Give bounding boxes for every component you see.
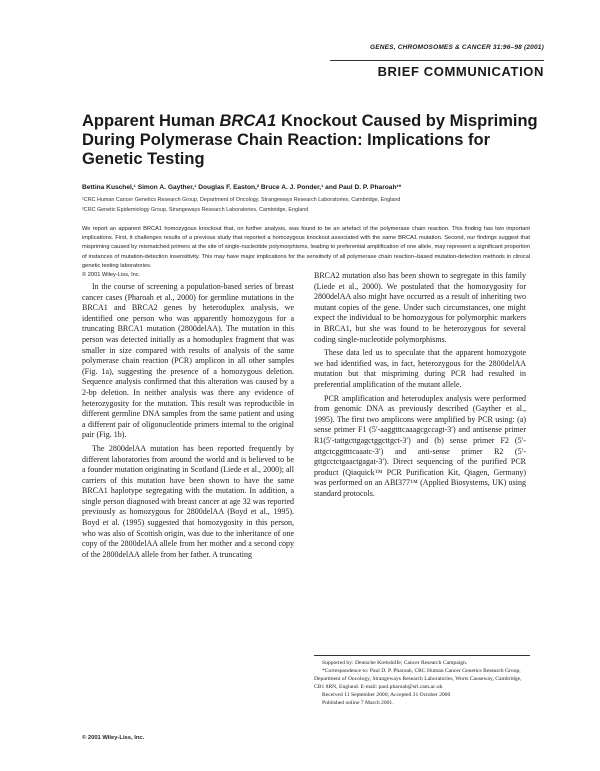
- title-gene: BRCA1: [219, 112, 277, 130]
- author-list: Bettina Kuschel,¹ Simon A. Gayther,¹ Douglas F. Easton,² Bruce A. J. Ponder,¹ and Paul D. P. Pharoah¹*: [82, 184, 402, 191]
- title-part-2: Knockout Caused by Mispriming During Polymerase Chain Reaction: Implications for Genetic Testing: [82, 112, 538, 168]
- paragraph: The 2800delAA mutation has been reported frequently by different laboratories from around the world and is believed to be a founder mutation originating in Scotland (Liede et al., 2000); all carriers of this mutation have been shown to have the same BRCA1 haplotype segregating with the mutation. In addition, a single person diagnosed with breast cancer at age 32 was reported previously as homozygous for 2800delAA (Boyd et al., 1995). Boyd et al. (1995) suggested that homozygosity in this person, who was also of Scottish origin, was due to the inheritance of one copy of the 2800delAA allele from her mother and a second copy of the 2800delAA allele from her father. A truncating: [82, 443, 294, 559]
- body-column-left: [82, 282, 294, 560]
- paragraph: In the course of screening a population-based series of breast cancer cases (Pharoah et al., 2000) for germline mutations in the BRCA1 and BRCA2 genes by heteroduplex analysis, we identified one person who was apparently homozygous for a truncating BRCA1 mutation (2800delAA). The mutation in this person was detected initially as a homoduplex fragment that was smaller in size compared with results of analysis of the same polymerase chain reaction (PCR) amplicon in all other samples (Fig. 1a), suggesting the presence of a homozygous deletion. Sequence analysis confirmed that this alteration was caused by a 2-bp deletion. In neither analysis was there any evidence of heterozygosity for the mutation. This result was reproducible in different germline DNA samples from the same patient and using a different pair of oligonucleotide primers internal to the original pair (Fig. 1b).: [82, 282, 294, 440]
- paragraph: PCR amplification and heteroduplex analysis were performed from genomic DNA as previously described (Gayther et al., 1995). The first two amplicons were amplified by PCR using: (a) sense primer F1 (5′-aaggtttcaaagcgccagt-3′) and antisense primer R1(5′-tattgcttgagctggcttgct-3′) and (b) sense primer F2 (5′-attgctcggttttcaaatc-3′) and anti-sense primer R2 (5′-gttgcctctgaactgagat-3′). Direct sequencing of the purified PCR product (Qiaquick™ PCR Purification Kit, Qiagen, Germany) was performed on an ABI377™ (Applied Biosystems, UK) using standard protocols.: [314, 393, 526, 498]
- paragraph: BRCA2 mutation also has been shown to segregate in this family (Liede et al., 2000). We postulated that the homozygosity for 2800delAA also might have occurred as a result of inheriting two mutant copies of the gene. Under such circumstances, one might expect the individual to be homozygous for polymorphic markers in BRCA1, but she was found to be heterozygous for several coding single-nucleotide polymorphisms.: [314, 271, 526, 344]
- affiliation-2: ²CRC Genetic Epidemiology Group, Strangeways Research Laboratories, Cambridge, England: [82, 206, 309, 213]
- footer-copyright: © 2001 Wiley-Liss, Inc.: [82, 735, 145, 741]
- footnote-correspondence: *Correspondence to: Paul D. P. Pharoah, CRC Human Cancer Genetics Research Group, Department of Oncology, Strangeways Research Laboratories, Worts Causeway, Cambridge, CB1 8RN, England. E-mail: paul.pharoah@srl.cam.ac.uk: [314, 668, 522, 691]
- journal-citation: GENES, CHROMOSOMES & CANCER 31:96–98 (2001): [369, 44, 544, 51]
- paragraph: These data led us to speculate that the apparent homozygote we had identified was, in fact, heterozygous for the 2800delAA mutation but that mispriming during PCR had resulted in preferential amplification of the mutant allele.: [314, 348, 526, 389]
- section-heading: BRIEF COMMUNICATION: [377, 64, 544, 79]
- footnote-received: Received 11 September 2000; Accepted 31 October 2000: [322, 692, 451, 699]
- article-title: [82, 112, 542, 169]
- abstract-text: We report an apparent BRCA1 homozygous knockout that, on further analysis, was found to be an artefact of the polymerase chain reaction. This finding has two important implications. First, it challenges results of a previous study that reported a homozygous knockout associated with the same BRCA1 mutation. Second, our findings suggest that mispriming caused by mismatched primers at the site of single-nucleotide polymorphisms, leading to preferential amplification of one allele, may represent a significant proportion of instances of mutation-detection insensitivity. This may have major implications for the sensitivity of all polymerase chain reaction–based mutation-detection methods in clinical genetic testing laboratories.: [82, 226, 530, 269]
- footnote-published: Published online 7 March 2001.: [322, 700, 394, 707]
- footnotes: [314, 655, 530, 708]
- abstract-copyright: © 2001 Wiley-Liss, Inc.: [82, 272, 141, 279]
- title-part-1: Apparent Human: [82, 112, 220, 130]
- footnote-funding: Supported by: Deutsche Krebshilfe; Cancer Research Campaign.: [322, 660, 468, 666]
- section-heading-bar: [330, 60, 544, 81]
- affiliations: [82, 196, 552, 215]
- body-column-right: [314, 271, 526, 499]
- affiliation-1: ¹CRC Human Cancer Genetics Research Group, Department of Oncology, Strangeways Research Laboratories, Cambridge, England: [82, 197, 401, 203]
